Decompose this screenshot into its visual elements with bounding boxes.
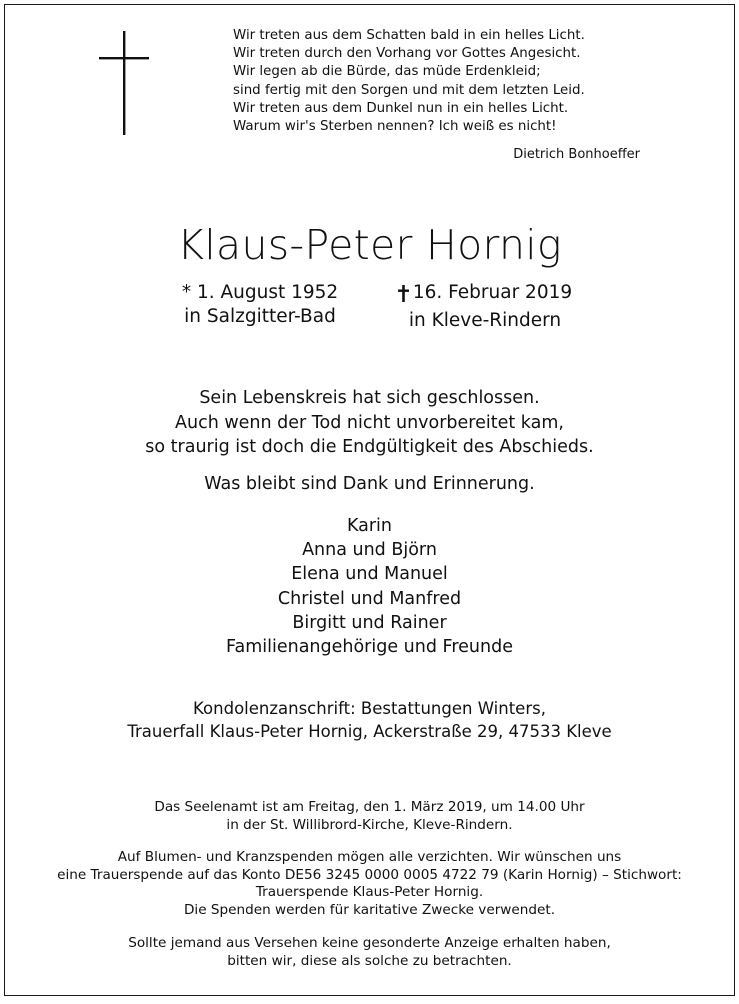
donation-line: Die Spenden werden für karitative Zwecke verwendet. — [183, 901, 556, 918]
small-cross-icon — [398, 285, 409, 302]
notice-line: Sollte jemand aus Versehen keine gesonderte Anzeige erhalten haben, — [128, 935, 611, 951]
donation-info — [5, 849, 734, 919]
mourner: Familienangehörige und Freunde — [226, 637, 513, 658]
mourner: Birgitt und Rainer — [292, 612, 447, 633]
death-info — [380, 281, 590, 333]
notice-line: bitten wir, diese als solche zu betrachten. — [227, 952, 512, 969]
requiem-info — [5, 799, 734, 834]
verse-line: so traurig ist doch die Endgültigkeit des Abschieds. — [145, 437, 594, 457]
birth-date: * 1. August 1952 — [181, 282, 339, 303]
mourners-list — [5, 514, 734, 659]
deceased-name: Klaus-Peter Hornig — [177, 221, 562, 269]
mourner: Anna und Björn — [302, 540, 437, 561]
thanks-line: Was bleibt sind Dank und Erinnerung. — [204, 474, 535, 494]
donation-line: Auf Blumen- und Kranzspenden mögen alle verzichten. Wir wünschen uns — [117, 849, 622, 865]
death-date-line — [398, 281, 572, 305]
mourner: Elena und Manuel — [291, 564, 448, 585]
donation-line: eine Trauerspende auf das Konto DE56 3245 0000 0005 4722 79 (Karin Hornig) – Stichwort: — [57, 866, 682, 883]
condolence-address — [5, 697, 734, 743]
requiem-line: in der St. Willibrord-Kirche, Kleve-Rindern. — [226, 816, 513, 833]
birth-place: in Salzgitter-Bad — [184, 306, 336, 327]
poem-line: Wir treten aus dem Schatten bald in ein helles Licht. — [233, 28, 585, 43]
notice-info — [5, 935, 734, 970]
poem-author: Dietrich Bonhoeffer — [513, 147, 640, 162]
death-date: 16. Februar 2019 — [412, 282, 573, 303]
latin-cross-icon — [99, 31, 149, 135]
poem — [233, 27, 585, 136]
poem-line: Wir legen ab die Bürde, das müde Erdenkleid; — [233, 64, 541, 80]
poem-line: Warum wir's Sterben nennen? Ich weiß es nicht! — [233, 119, 557, 135]
verse-line: Auch wenn der Tod nicht unvorbereitet kam, — [175, 412, 564, 433]
obituary-notice — [4, 4, 735, 996]
poem-line: Wir treten aus dem Dunkel nun in ein helles Licht. — [233, 100, 569, 116]
requiem-line: Das Seelenamt ist am Freitag, den 1. März 2019, um 14.00 Uhr — [154, 799, 585, 815]
death-place: in Kleve-Rindern — [408, 309, 562, 331]
poem-line: Wir treten durch den Vorhang vor Gottes Angesicht. — [233, 46, 581, 62]
verse-line: Sein Lebenskreis hat sich geschlossen. — [199, 388, 540, 408]
birth-info — [160, 281, 360, 329]
mourner: Christel und Manfred — [277, 588, 462, 609]
verse — [5, 386, 734, 460]
mourner: Karin — [346, 516, 393, 536]
condolence-line: Kondolenzanschrift: Bestattungen Winters, — [193, 699, 546, 718]
donation-line: Trauerspende Klaus-Peter Hornig. — [255, 884, 484, 901]
condolence-line: Trauerfall Klaus-Peter Hornig, Ackerstraße 29, 47533 Kleve — [127, 722, 612, 741]
poem-line: sind fertig mit den Sorgen und mit dem letzten Leid. — [233, 82, 585, 98]
